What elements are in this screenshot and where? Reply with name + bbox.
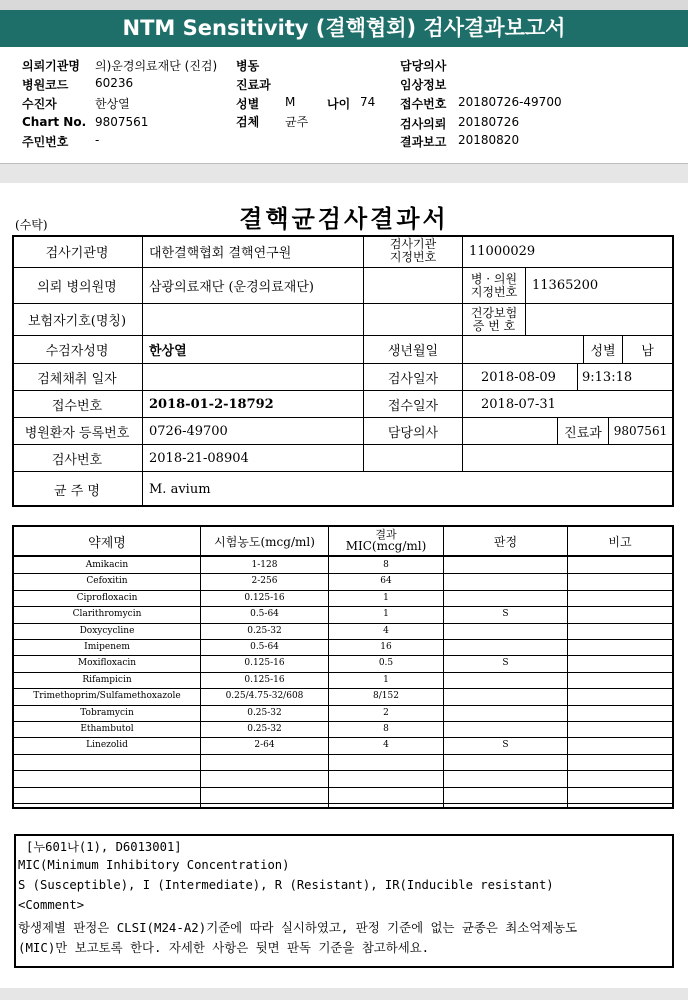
report-title: NTM Sensitivity (결핵협회) 검사결과보고서 (0, 10, 688, 47)
row-divider (12, 754, 674, 755)
cell-drug: Rifampicin (82, 675, 132, 685)
species-value: M. avium (149, 482, 211, 497)
rrn-label: 주민번호 (22, 135, 69, 149)
cell-drug: Amikacin (85, 560, 129, 570)
cell-range: 1-128 (251, 560, 278, 570)
document-title: 결핵균검사결과서 (239, 204, 449, 233)
col-range: 시험농도(mcg/ml) (214, 534, 315, 549)
cell-mic: 1 (383, 593, 389, 603)
cell-mic: 0.5 (378, 658, 394, 668)
bottom-strip (0, 988, 688, 1000)
lab-label: 검사기관명 (45, 245, 109, 261)
cell-note (568, 639, 672, 655)
cell-mic: 8 (383, 560, 389, 570)
chart-value: 9807561 (95, 115, 149, 129)
cell-judge (444, 573, 567, 589)
cell-note (568, 721, 672, 737)
test-no-label: 검사번호 (51, 452, 103, 468)
cell-drug: Tobramycin (80, 708, 134, 718)
cell-judge (444, 721, 567, 737)
request-value: 20180726 (458, 115, 520, 129)
col-drug: 약제명 (88, 535, 126, 551)
cell-drug: Ethambutol (80, 724, 134, 734)
test-time-value: 9:13:18 (582, 369, 633, 385)
receipt-value-cell: 2018-01-2-18792 (149, 396, 274, 412)
cell-drug: Clarithromycin (72, 609, 142, 619)
cell-mic: 4 (383, 626, 389, 636)
cell-judge: S (502, 740, 509, 750)
patient-value: 한상열 (95, 97, 130, 111)
cell-judge (444, 590, 567, 606)
cell-note (568, 672, 672, 688)
hosp-label: 의뢰 병의원명 (37, 280, 117, 295)
cell-judge (444, 688, 567, 704)
hosp-reg-value: 0726-49700 (149, 423, 228, 439)
cell-range: 0.125-16 (244, 658, 285, 668)
hosp-code-value: 11365200 (532, 278, 599, 293)
clinical-label: 임상정보 (400, 78, 447, 92)
cell-drug: Linezolid (86, 740, 128, 750)
request-label: 검사의뢰 (400, 117, 447, 131)
cell-judge (444, 639, 567, 655)
doctor-label-cell: 담당의사 (387, 425, 439, 441)
lab-code-label: 검사기관 지정번호 (389, 237, 437, 264)
sex-label-cell: 성별 (590, 344, 616, 359)
specimen-value: 균주 (285, 115, 309, 129)
result-document (0, 183, 688, 988)
cell-drug: Trimethoprim/Sulfamethoxazole (33, 691, 181, 701)
cell-note (568, 573, 672, 589)
cell-mic: 1 (383, 675, 389, 685)
patient-label: 수진자 (22, 97, 57, 111)
col-judge: 판정 (493, 534, 518, 549)
row-divider (12, 770, 674, 771)
age-label: 나이 (327, 97, 351, 111)
dept-value-cell: 9807561 (613, 424, 668, 438)
sex-value-cell: 남 (641, 344, 654, 359)
cell-note (568, 606, 672, 622)
cell-range: 0.125-16 (244, 593, 285, 603)
report-date-label: 결과보고 (400, 135, 447, 149)
cell-range: 0.25-32 (247, 626, 282, 636)
dept-label-cell: 진료과 (564, 425, 602, 441)
notes-line4: 항생제별 판정은 CLSI(M24-A2)기준에 따라 실시하였고, 판정 기준에 없는 균종은 최소억제농도 (18, 920, 578, 935)
cell-mic: 16 (380, 642, 392, 652)
sex-value: M (285, 95, 296, 109)
ward-label: 병동 (236, 59, 260, 73)
birth-label: 생년월일 (387, 344, 439, 359)
health-insurance-label: 건강보험 증 번 호 (470, 305, 518, 333)
specimen-label: 검체 (236, 115, 260, 129)
col-result: 결과 MIC(mcg/ml) (345, 528, 427, 553)
cell-note (568, 655, 672, 671)
cell-drug: Doxycycline (79, 626, 135, 636)
report-header (0, 47, 688, 163)
cell-judge (444, 672, 567, 688)
hospital-label: 의뢰기관명 (22, 59, 80, 73)
code-value: 60236 (95, 76, 134, 90)
cell-mic: 8/152 (373, 691, 399, 701)
cell-drug: Ciprofloxacin (76, 593, 138, 603)
recv-date-value: 2018-07-31 (481, 396, 556, 412)
lab-value: 대한결핵협회 결핵연구원 (149, 245, 292, 261)
cell-range: 0.5-64 (250, 609, 279, 619)
dept-label: 진료과 (236, 78, 271, 92)
row-divider (12, 803, 674, 804)
insured-label: 보험자기호(명칭) (27, 314, 127, 329)
cell-mic: 1 (383, 609, 389, 619)
rrn-value: - (95, 133, 100, 147)
notes-box (14, 834, 674, 968)
doctor-label: 담당의사 (400, 59, 447, 73)
name-label: 수검자성명 (45, 344, 109, 359)
hosp-code-label: 병 · 의원 지정번호 (470, 271, 518, 299)
cell-range: 2-256 (251, 576, 278, 586)
collect-label: 검체채취 일자 (37, 371, 117, 387)
name-value: 한상열 (149, 344, 187, 359)
test-date-label: 검사일자 (387, 371, 439, 387)
notes-code: [누601나(1), D6013001] (26, 840, 182, 854)
hosp-reg-label: 병원환자 등록번호 (24, 425, 130, 441)
cell-judge (444, 705, 567, 721)
cell-judge: S (502, 609, 509, 619)
cell-drug: Moxifloxacin (77, 658, 137, 668)
consignment-mark: (수탁) (15, 218, 48, 232)
recv-date-label: 접수일자 (387, 398, 439, 414)
cell-note (568, 688, 672, 704)
cell-note (568, 590, 672, 606)
test-date-value: 2018-08-09 (481, 369, 556, 385)
notes-line1: MIC(Minimum Inhibitory Concentration) (18, 858, 290, 872)
section-divider (0, 163, 688, 184)
species-label: 균 주 명 (54, 484, 100, 499)
cell-range: 2-64 (254, 740, 275, 750)
test-no-value: 2018-21-08904 (149, 450, 249, 466)
chart-label: Chart No. (22, 115, 87, 129)
cell-range: 0.5-64 (250, 642, 279, 652)
cell-range: 0.125-16 (244, 675, 285, 685)
cell-drug: Imipenem (84, 642, 130, 652)
row-divider (12, 787, 674, 788)
notes-line3: <Comment> (18, 898, 85, 912)
cell-note (568, 737, 672, 753)
hosp-value: 삼광의료재단 (운경의료재단) (149, 280, 314, 295)
cell-note (568, 705, 672, 721)
cell-drug: Cefoxitin (86, 576, 128, 586)
notes-line5: (MIC)만 보고토록 한다. 자세한 사항은 뒷면 판독 기준을 참고하세요. (18, 940, 430, 955)
cell-note (568, 557, 672, 573)
cell-range: 0.25-32 (247, 708, 282, 718)
sex-label: 성별 (236, 97, 260, 111)
receipt-label-cell: 접수번호 (51, 398, 103, 414)
cell-mic: 64 (380, 576, 392, 586)
receipt-label: 접수번호 (400, 97, 447, 111)
cell-note (568, 623, 672, 639)
cell-mic: 4 (383, 740, 389, 750)
top-strip (0, 0, 688, 10)
age-value: 74 (360, 95, 376, 109)
lab-code-value: 11000029 (469, 243, 536, 259)
cell-judge (444, 623, 567, 639)
report-date-value: 20180820 (458, 133, 520, 147)
notes-line2: S (Susceptible), I (Intermediate), R (Resistant), IR(Inducible resistant) (18, 878, 554, 892)
code-label: 병원코드 (22, 78, 69, 92)
cell-mic: 2 (383, 708, 389, 718)
cell-range: 0.25-32 (247, 724, 282, 734)
hospital-value: 의)운경의료재단 (진검) (95, 59, 218, 73)
insured-value (143, 304, 363, 335)
cell-judge (444, 557, 567, 573)
receipt-value: 20180726-49700 (458, 95, 562, 109)
cell-range: 0.25/4.75-32/608 (225, 691, 304, 701)
cell-judge: S (502, 658, 509, 668)
col-note: 비고 (608, 534, 632, 549)
cell-mic: 8 (383, 724, 389, 734)
